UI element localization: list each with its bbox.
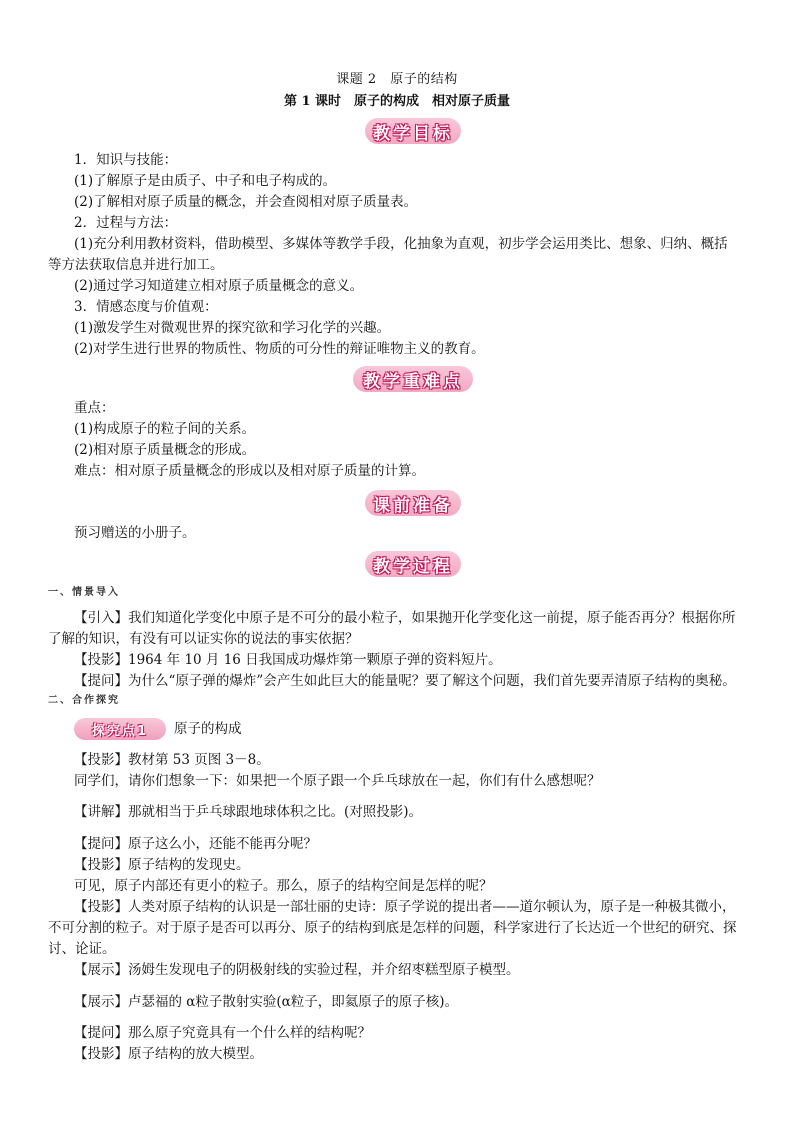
preparation-text: 预习赠送的小册子。 [74,525,196,541]
objective-line: (2)了解相对原子质量的概念，并会查阅相对原子质量表。 [74,194,418,210]
objective-line: 等方法获取信息并进行加工。 [48,257,224,273]
process-line: 【引入】我们知道化学变化中原子是不可分的最小粒子，如果抛开化学变化这一前提，原子能否再分？根据你所 [74,610,736,626]
objective-line: 2．过程与方法： [74,215,178,231]
objective-line: (2)对学生进行世界的物质性、物质的可分性的辩证唯物主义的教育。 [74,341,485,357]
explore-badge-label: 探究点1 [91,723,149,739]
objective-line: (1)激发学生对微观世界的探究欲和学习化学的兴趣。 [74,320,391,336]
key-point-line: (1)构成原子的粒子间的关系。 [74,421,256,437]
key-point-line: (2)相对原子质量概念的形成。 [74,442,256,458]
objective-line: (1)了解原子是由质子、中子和电子构成的。 [74,173,337,189]
section-banner-label: 课前准备 [373,495,453,516]
process-line: 【投影】原子结构的发现史。 [74,857,250,873]
explore-badge [74,718,166,740]
process-line: 【提问】为什么“原子弹的爆炸”会产生如此巨大的能量呢？要了解这个问题，我们首先要弄清原子结构的奥秘。 [74,673,736,689]
objective-line: (2)通过学习知道建立相对原子质量概念的意义。 [74,278,364,294]
section-banner-process [365,551,461,577]
objective-line: (1)充分利用教材资料，借助模型、多媒体等教学手段，化抽象为直观，初步学会运用类比、想象、归纳、概括 [74,236,728,252]
key-point-line: 重点： [74,400,115,416]
key-point-line: 难点：相对原子质量概念的形成以及相对原子质量的计算。 [74,463,425,479]
part-heading: 二、合作探究 [48,695,120,706]
explore-title: 原子的构成 [174,721,242,737]
process-line: 【投影】1964 年 10 月 16 日我国成功爆炸第一颗原子弹的资料短片。 [74,652,502,668]
section-banner-label: 教学重难点 [363,371,463,392]
process-line: 【讲解】那就相当于乒乓球跟地球体积之比。(对照投影)。 [74,804,423,820]
process-line: 同学们，请你们想象一下：如果把一个原子跟一个乒乓球放在一起，你们有什么感想呢？ [74,773,601,789]
lesson-subtitle: 第 1 课时 原子的构成 相对原子质量 [283,94,511,109]
process-line: 讨、论证。 [48,941,116,957]
process-line: 【提问】那么原子究竟具有一个什么样的结构呢？ [74,1025,371,1041]
process-line: 【展示】卢瑟福的 α粒子散射实验(α粒子，即氦原子的原子核)。 [74,994,459,1010]
section-banner-objectives [365,118,461,144]
process-line: 【提问】原子这么小，还能不能再分呢？ [74,836,317,852]
section-banner-preparation [365,490,461,516]
process-line: 【投影】原子结构的放大模型。 [74,1046,263,1062]
objective-line: 3．情感态度与价值观： [74,299,218,315]
section-banner-label: 教学过程 [373,556,453,577]
lesson-title: 课题 2 原子的结构 [336,72,458,87]
process-line: 可见，原子内部还有更小的粒子。那么，原子的结构空间是怎样的呢？ [74,878,493,894]
part-heading: 一、情景导入 [48,587,120,598]
process-line: 了解的知识，有没有可以证实你的说法的事实依据？ [48,631,359,647]
section-banner-key-points [353,366,473,392]
process-line: 【投影】教材第 53 页图 3－8。 [74,752,270,768]
objective-line: 1．知识与技能： [74,152,178,168]
process-line: 不可分割的粒子。对于原子是否可以再分、原子的结构到底是怎样的问题，科学家进行了长达近一个世纪的研究、探 [48,920,737,936]
process-line: 【投影】人类对原子结构的认识是一部壮丽的史诗：原子学说的提出者——道尔顿认为，原子是一种极其微小， [74,899,736,915]
process-line: 【展示】汤姆生发现电子的阴极射线的实验过程，并介绍枣糕型原子模型。 [74,962,520,978]
section-banner-label: 教学目标 [373,123,453,144]
